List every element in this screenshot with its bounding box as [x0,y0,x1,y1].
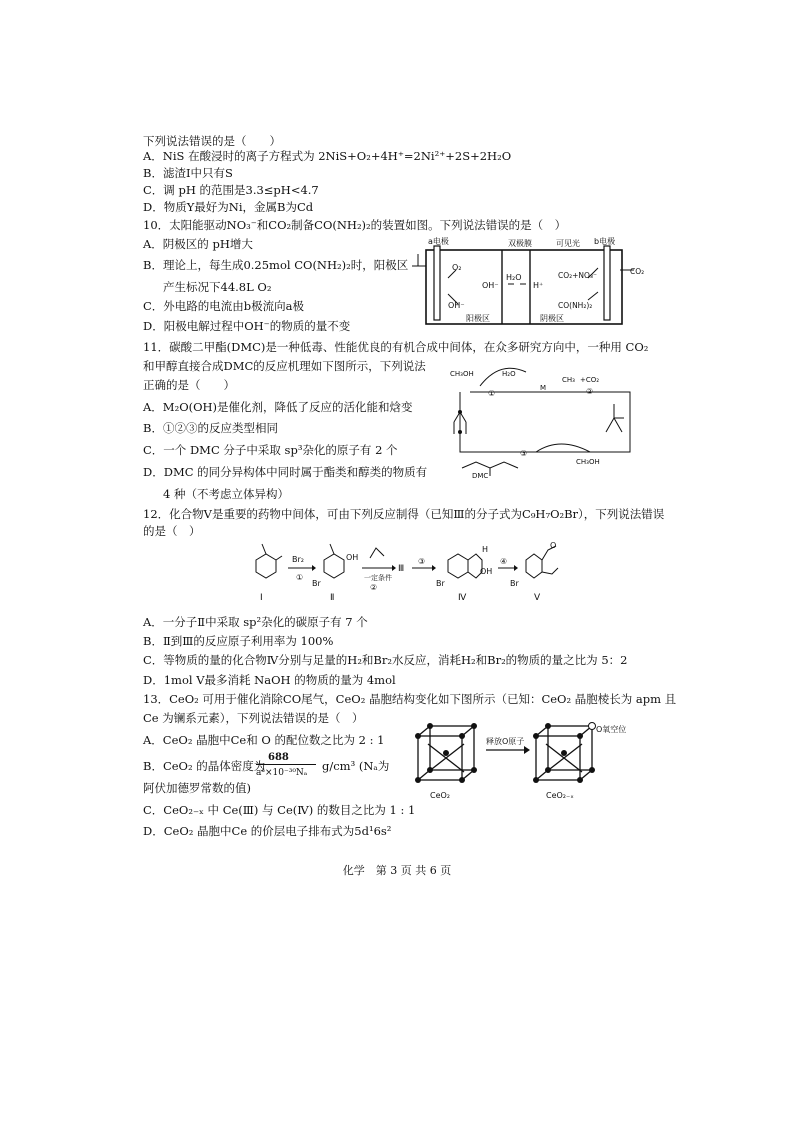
dmc-mechanism-diagram [440,352,645,480]
q12-stem-line1: 12．化合物Ⅴ是重要的药物中间体，可由下列反应制得（已知Ⅲ的分子式为C₉H₇O₂Br），下列说法错误 [143,507,665,521]
vacancy-label: O氧空位 [596,725,627,734]
q11-option-b: B．①②③的反应类型相同 [143,421,278,435]
oh-left-label: OH⁻ [448,301,465,310]
o-v-label: O [550,541,557,550]
compound-v-label: Ⅴ [534,593,541,603]
oh-ii-label: OH [346,553,359,562]
compound-iii-label: Ⅲ [398,564,405,574]
q12-stem-line2: 的是（ ） [143,524,201,538]
b-electrode-label: b电极 [594,237,616,246]
density-numerator: 688 [268,752,289,763]
fraction-bar [256,764,316,765]
compound-ii-label: Ⅱ [330,593,335,603]
q9-stem: 下列说法错误的是（ ） [143,134,281,148]
oxygen-vacancy-marker [589,723,596,730]
light-label: 可见光 [556,239,580,248]
q11-option-d-cont: 4 种（不考虑立体异构） [163,487,289,501]
anode-area-label: 阳极区 [466,314,490,323]
q10-stem: 10．太阳能驱动NO₃⁻和CO₂制备CO(NH₂)₂的装置如图。下列说法错误的是（ ） [143,218,567,232]
h2o-label: H₂O [506,273,522,282]
q10-option-c: C．外电路的电流由b极流向a极 [143,299,305,313]
compound-i-label: Ⅰ [260,593,263,603]
h2o-label: H₂O [502,370,516,378]
electrolysis-cell-diagram [408,236,646,328]
q10-option-b-cont: 产生标况下44.8L O₂ [163,280,272,294]
q11-option-d: D．DMC 的同分异构体中同时属于酯类和醇类的物质有 [143,465,428,479]
step1-label: ① [296,573,304,582]
br-v-label: Br [510,579,519,588]
step3-label: ③ [418,557,426,566]
ch3oh-top-label: CH₃OH [450,370,474,378]
q10-option-d: D．阳极电解过程中OH⁻的物质的量不变 [143,319,351,333]
h-iv-label: H [482,545,489,554]
q13-option-c: C．CeO₂₋ₓ 中 Ce(Ⅲ) 与 Ce(Ⅳ) 的数目之比为 1 : 1 [143,803,416,817]
ceo2-left-label: CeO₂ [430,791,451,800]
compound-iv-label: Ⅳ [458,593,467,603]
q12-option-c: C．等物质的量的化合物Ⅳ分别与足量的H₂和Br₂水反应，消耗H₂和Br₂的物质的量之比为 5：2 [143,653,628,667]
ch3oh-bottom-label: CH₃OH [576,458,600,466]
ch3-label: CH₃ [562,376,575,384]
q13-stem-line2: Ce 为镧系元素），下列说法错误的是（ ） [143,711,364,725]
membrane-label: 双极膜 [508,239,532,248]
q12-option-b: B．Ⅱ到Ⅲ的反应原子利用率为 100% [143,634,334,648]
ceo2-cell-diagram [408,720,648,810]
co2-right-label: CO₂ [630,267,645,276]
q9-option-d: D．物质Y最好为Ni，金属B为Cd [143,200,314,214]
urea-label: CO(NH₂)₂ [558,301,593,310]
condition-label: 一定条件 [364,574,392,582]
q11-option-c: C．一个 DMC 分子中采取 sp³杂化的原子有 2 个 [143,443,398,457]
oh-mid-label: OH⁻ [482,281,499,290]
synthesis-route-diagram [236,538,568,606]
q10-option-a: A．阴极区的 pH增大 [143,237,253,251]
h-plus-label: H⁺ [533,281,544,290]
br-iv-label: Br [436,579,445,588]
q13-option-a: A．CeO₂ 晶胞中Ce和 O 的配位数之比为 2 : 1 [143,733,385,747]
br-ii-label: Br [312,579,321,588]
step4-label: ④ [500,557,508,566]
density-denominator: a³×10⁻³⁰Nₐ [256,768,308,778]
dmc-label: DMC [472,472,489,480]
q9-option-b: B．滤渣Ⅰ中只有S [143,166,233,180]
page-footer: 化学 第 3 页 共 6 页 [342,864,452,877]
o2-label: O₂ [452,263,462,272]
q9-option-c: C．调 pH 的范围是3.3≤pH<4.7 [143,183,319,197]
q13-stem-line1: 13．CeO₂ 可用于催化消除CO尾气，CeO₂ 晶胞结构变化如下图所示（已知：CeO₂ 晶胞棱长为 apm 且 [143,692,677,706]
q12-option-a: A．一分子Ⅱ中采取 sp²杂化的碳原子有 7 个 [143,615,368,629]
release-o-label: 释放O原子 [486,737,525,746]
step2-label: ② [586,387,594,396]
q11-stem-line2: 和甲醇直接合成DMC的反应机理如下图所示，下列说法 [143,359,426,373]
q9-option-a: A．NiS 在酸浸时的离子方程式为 2NiS+O₂+4H⁺=2Ni²⁺+2S+2H₂O [143,149,512,163]
a-electrode-label: a电极 [428,237,449,246]
cathode-area-label: 阴极区 [540,314,564,323]
step2-label: ② [370,583,378,592]
ceo2-x-label: CeO₂₋ₓ [546,791,574,800]
m-label: M [540,384,547,392]
q13-option-b-cont: 阿伏加德罗常数的值) [143,781,251,795]
q11-stem-line1: 11．碳酸二甲酯(DMC)是一种低毒、性能优良的有机合成中间体，在众多研究方向中，一种用 CO₂ [143,340,649,354]
q13-option-b-prefix: B．CeO₂ 的晶体密度为 [143,759,266,773]
q11-option-a: A．M₂O(OH)是催化剂，降低了反应的活化能和焓变 [143,400,413,414]
oh-iv-label: OH [480,567,493,576]
q13-option-b-suffix: g/cm³ (Nₐ为 [322,759,390,773]
br2-label: Br₂ [292,555,304,564]
q10-option-b: B．理论上，每生成0.25mol CO(NH₂)₂时，阳极区 [143,258,409,272]
co2-label: +CO₂ [580,376,600,384]
q12-option-d: D．1mol Ⅴ最多消耗 NaOH 的物质的量为 4mol [143,673,396,687]
q11-stem-line3: 正确的是（ ） [143,378,235,392]
step3-label: ③ [520,449,528,458]
step1-label: ① [488,389,496,398]
co2-no3-label: CO₂+NO₃⁻ [558,271,597,280]
q13-option-d: D．CeO₂ 晶胞中Ce 的价层电子排布式为5d¹6s² [143,824,392,838]
